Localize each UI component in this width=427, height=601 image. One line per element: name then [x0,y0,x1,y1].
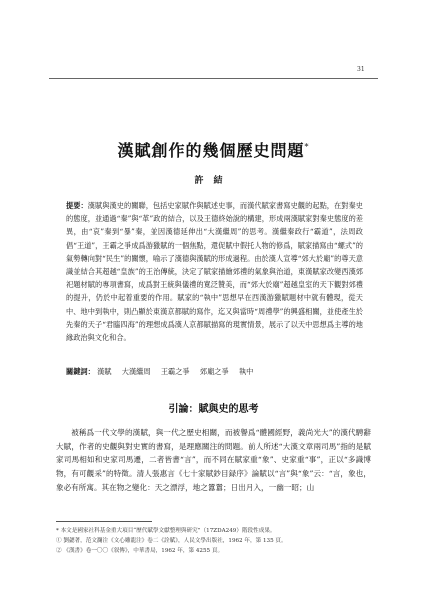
keywords-label: 關鍵詞： [66,367,95,376]
abstract-text: 漢賦與漢史的關聯，包括史家賦作與賦述史事，而漢代賦家書寫史觀的起點，在對秦史的態度，並通過“秦”與“革”政的結合，以及王德終始說的構建，形成兩漢賦家對秦史態度的差異，由“哀”秦到“暴”秦，並因漢德延伸出“大漢繼周”的思考。漢繼秦政行“霸道”，法周政倡“王道”，王霸之爭成爲游獵賦的一個焦點，還促賦中假托人物的修爲，賦家描寫由“螺式”的氣勢轉向對“民生”的關懷，喻示了漢德與漢賦的形成過程。由於漢人宣導“郊大於廟”的尊天意識並結合其超越“皇族”的王治傳統，決定了賦家描繪郊禮的氣象與治道，東漢賦家改變西漢郊祀題材賦的專項書寫，成爲對王統與儀禮的寬泛贊美，而“郊大於廟”超越皇室的天下觀對郊禮的提升，仍於中起着重要的作用。賦家的“執中”思想早在西漢游獵賦題材中就有體現，從天中、地中到執中，則凸顯於東漢京都賦的寫作，迄又與當時“周禮學”的興盛相關，並使產生於先秦的天子“君臨四海”的理想成爲漢人京都賦描寫的現實情景，展示了以天中思想爲主導的地緣政治與文化和合。 [66,201,363,343]
section-heading: 引論：賦與史的思考 [168,404,259,415]
footnotes [56,526,371,556]
body-text [56,426,371,495]
title-text: 漢賦創作的幾個歷史問題 [117,141,305,160]
abstract [66,199,363,344]
keyword-item: 漢賦 [97,367,112,376]
keywords [66,366,366,378]
keyword-item: 大漢繼周 [121,367,151,376]
keyword-item: 執中 [238,367,254,376]
footnote-item: * 本文是國家社科基金重大項目“歷代賦學文獻整理與研究”（17ZDA249）階段性成果。 [56,528,276,534]
keyword-item: 郊廟之爭 [199,367,229,376]
paper-title [0,138,427,161]
keyword-item: 王霸之爭 [160,367,190,376]
footnote-rule [56,521,152,522]
footnote-item: ① 劉勰著，范文瀾注《文心雕龍注》卷二《詮賦》，人民文學出版社，1962 年，第 135 頁。 [56,538,287,544]
title-footnote-mark: * [304,142,310,152]
body-paragraph: 被稱爲一代文學的漢賦，與一代之歷史相關，而被譽爲“體國經野，義尚光大”的漢代騁辭大賦，作者的史觀與對史實的書寫，是理應關注的問題。前人所述“大漢文章兩司馬”指的是賦家司馬相如和史家司馬遷，二者皆書“言”，而不同在賦家重“象”、史家重“事”，正以“多識博物，有可觀采”的特徵。清人張惠言《七十家賦鈔目録序》論賦以“言”與“象”云：“言，象也，象必有所寓。其在物之變化：天之漂浮，地之囂囂；日出月入，一幽一昭；山 [56,428,371,492]
footnote-item: ② 《漢書》卷一〇〇《叙傳》，中華書局，1962 年，第 4255 頁。 [56,548,224,554]
author-name: 許結 [194,176,233,186]
page-number: 31 [357,66,365,73]
header-rule [49,78,378,79]
abstract-label: 提要： [66,201,88,210]
